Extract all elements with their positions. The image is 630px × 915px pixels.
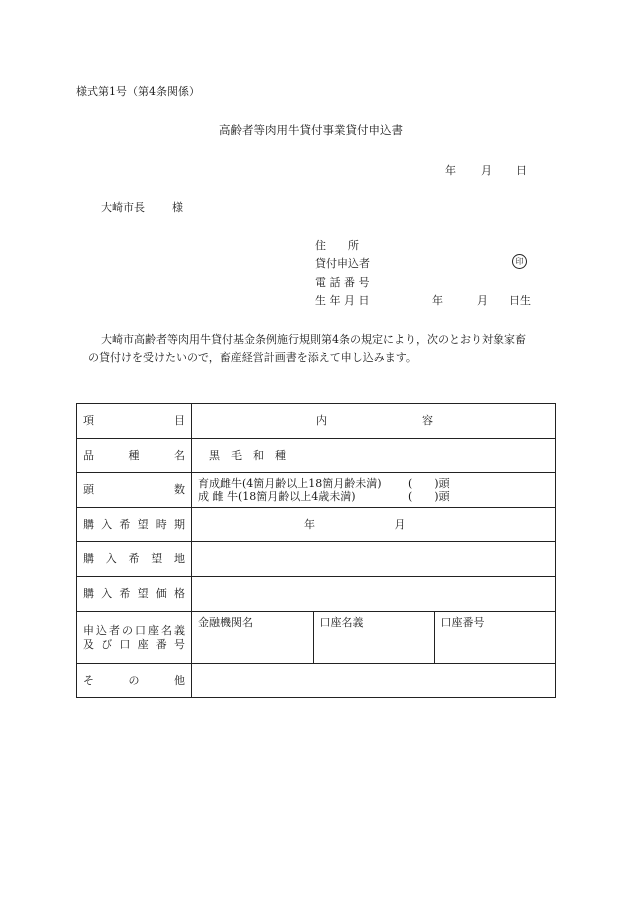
purchase-place-value[interactable] [192, 542, 556, 577]
breed-label-2: 種 [128, 448, 140, 462]
purchase-price-label: 購 入 希 望 価 格 [77, 577, 192, 612]
breed-row [77, 439, 556, 473]
address-label: 住 所 [315, 239, 359, 252]
application-table [76, 403, 556, 698]
purchase-price-row [77, 577, 556, 612]
other-value[interactable] [192, 664, 556, 698]
heads-label-cell [77, 473, 192, 508]
account-value-cell [192, 612, 556, 664]
account-label-cell [77, 612, 192, 664]
table-header-row [77, 404, 556, 439]
addressee-name: 大崎市長 [101, 201, 145, 214]
header-content-cell [192, 404, 556, 439]
account-label-1: 申 込 者 の 口 座 名 義 [83, 623, 185, 637]
breed-label-3: 名 [174, 448, 185, 462]
account-label-2: 及 び 口 座 番 号 [83, 637, 185, 651]
date-month: 月 [481, 164, 492, 177]
heads-label-2: 数 [174, 483, 185, 496]
breed-label-cell [77, 439, 192, 473]
heads-row [77, 473, 556, 508]
account-name-cell[interactable] [313, 612, 434, 663]
account-number-cell[interactable] [434, 612, 555, 663]
purchase-place-label: 購 入 希 望 地 [77, 542, 192, 577]
account-name-label: 口座名義 [319, 616, 364, 629]
form-number: 様式第1号（第4条関係） [76, 85, 200, 98]
purchase-time-row [77, 508, 556, 542]
other-label-2: の [128, 673, 140, 687]
other-label-3: 他 [174, 673, 185, 687]
seal-text: 印 [512, 254, 527, 269]
account-number-label: 口座番号 [440, 616, 485, 629]
other-row [77, 664, 556, 698]
applicant-label: 貸付申込者 [315, 257, 370, 270]
seal-mark [512, 254, 527, 269]
account-row [77, 612, 556, 664]
body-text-line2: の貸付けを受けたいので，畜産経営計画書を添えて申し込みます。 [88, 351, 417, 364]
purchase-time-year: 年 [304, 517, 315, 531]
header-item-a: 項 [83, 414, 94, 427]
other-label-cell [77, 664, 192, 698]
heads-line1: 育成雌牛(4箇月齢以上18箇月齢未満) [198, 477, 382, 490]
birth-label: 生 年 月 日 [315, 294, 370, 307]
header-item-b: 目 [174, 414, 185, 427]
heads-line2: 成 雌 牛(18箇月齢以上4歳未満) [198, 490, 356, 503]
purchase-time-label: 購 入 希 望 時 期 [77, 508, 192, 542]
bank-cell[interactable] [192, 612, 313, 663]
date-year: 年 [445, 164, 456, 177]
birth-day: 日生 [509, 294, 531, 307]
heads-paren-1: ( )頭 [408, 477, 450, 490]
body-text-line1: 大崎市高齢者等肉用牛貸付基金条例施行規則第4条の規定により，次のとおり対象家畜 [101, 333, 526, 346]
birth-year: 年 [432, 294, 443, 307]
heads-value-cell[interactable] [192, 473, 556, 508]
purchase-time-value[interactable] [192, 508, 556, 542]
purchase-place-row [77, 542, 556, 577]
account-subtable [192, 612, 555, 663]
other-label-1: そ [83, 673, 94, 687]
purchase-price-value[interactable] [192, 577, 556, 612]
breed-value[interactable]: 黒 毛 和 種 [192, 439, 556, 473]
document-title: 高齢者等肉用牛貸付事業貸付申込書 [219, 123, 403, 137]
date-day: 日 [516, 164, 527, 177]
purchase-time-month: 月 [394, 517, 406, 531]
header-item-cell [77, 404, 192, 439]
phone-label: 電 話 番 号 [315, 276, 370, 289]
heads-paren-2: ( )頭 [408, 490, 450, 503]
birth-month: 月 [477, 294, 488, 307]
addressee-honorific: 様 [172, 201, 183, 214]
header-content-b: 容 [422, 414, 433, 427]
bank-label: 金融機関名 [198, 616, 253, 629]
heads-label-1: 頭 [83, 483, 94, 496]
header-content-a: 内 [316, 414, 327, 427]
breed-label-1: 品 [83, 448, 94, 462]
